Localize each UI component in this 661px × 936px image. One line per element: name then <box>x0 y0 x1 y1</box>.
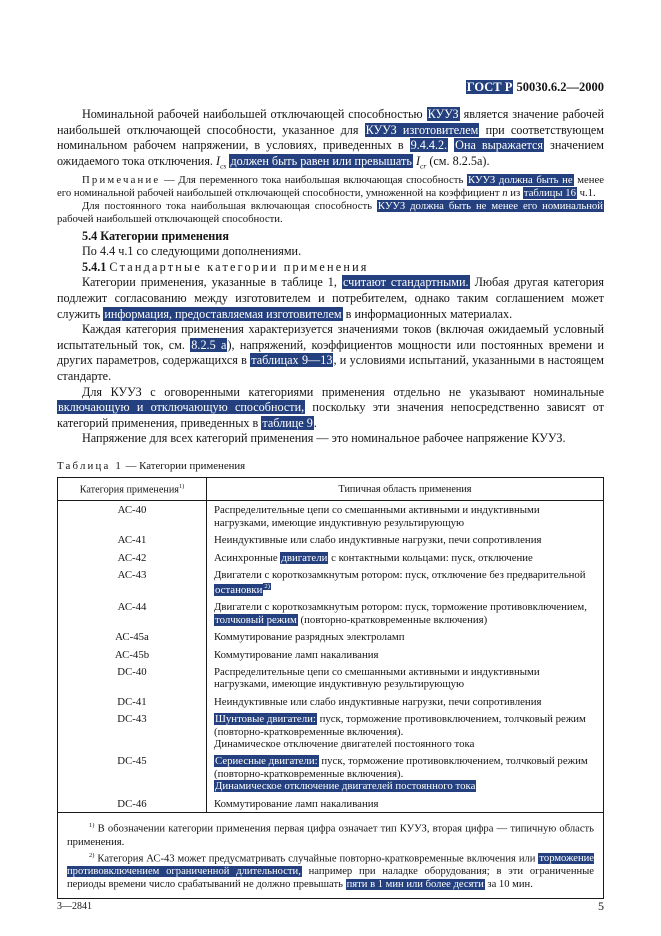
text-segment: Коммутирование разрядных электроламп <box>214 631 405 644</box>
text-segment: По 4.4 ч.1 со следующими дополнениями. <box>82 244 302 259</box>
footnote <box>67 819 594 849</box>
text-segment: Неиндуктивные или слабо индуктивные нагрузки, печи сопротивления <box>214 534 542 547</box>
paragraph <box>57 107 604 174</box>
highlighted-text: 8.2.5 а <box>191 337 227 352</box>
text-segment: Категория применения <box>79 484 179 496</box>
table-row <box>58 628 604 645</box>
text-segment: из <box>507 187 523 200</box>
text-segment: значением ожидаемого тока отключения. <box>57 138 605 168</box>
text-segment: Динамическое отключение двигателей постоянного тока <box>214 738 475 751</box>
text-segment: (см. 8.2.5а). <box>426 153 490 168</box>
highlighted-text: КУУЗ <box>427 107 459 121</box>
text-segment: ч.1. <box>576 187 596 200</box>
doc-number <box>57 80 604 95</box>
description-cell <box>207 795 604 813</box>
table-row <box>58 501 604 531</box>
text-segment: 1) <box>89 822 95 830</box>
paragraph <box>57 322 604 384</box>
paragraph <box>57 174 604 200</box>
highlighted-text: ГОСТ Р <box>466 80 513 94</box>
category-cell: DC-46 <box>58 795 207 813</box>
description-cell <box>207 693 604 710</box>
text-segment: Каждая категория применения характеризуется значениями токов (включая ожидаемый условный испытательный ток, см. <box>57 322 604 352</box>
highlighted-text: КУУЗ изготовителем <box>365 122 479 137</box>
print-signature: 3—2841 <box>57 901 92 912</box>
text-segment: менее его номинальной рабочей наибольшей отключающей способности, умноженной на коэффициент <box>57 173 604 200</box>
page-number: 5 <box>598 899 604 913</box>
highlighted-text: считают стандартными. <box>342 275 469 290</box>
text-segment: Двигатели с короткозамкнутым ротором: пуск, отключение без предварительной <box>214 568 586 581</box>
paragraph <box>57 200 604 226</box>
description-cell <box>207 598 604 628</box>
text-segment: пуск, торможение противовключением, толчковый режим (повторно-кратковременные включения). <box>214 755 588 780</box>
text-segment: при соответствующем номинальном рабочем напряжении, в условиях, приведенных в <box>57 122 604 153</box>
text-segment: Для КУУЗ с оговоренными категориями применения отдельно не указывают номинальные <box>82 384 604 399</box>
text-segment: например при наладке оборудования; в эти ограниченные периоды времени число срабатываний не должно превышать <box>67 866 594 891</box>
description-cell <box>207 646 604 663</box>
text-segment: 5.4 Категории применения <box>82 228 229 243</box>
table-row <box>58 795 604 813</box>
highlighted-text: таблицах 9—13 <box>251 353 333 368</box>
table-row <box>58 646 604 663</box>
paragraph <box>57 385 604 432</box>
table-row <box>58 663 604 693</box>
highlighted-text: включающую и отключающую способности, <box>58 400 305 415</box>
text-segment: Распределительные цепи со смешанными активными и индуктивными нагрузками, имеющие индуктивную результирующую <box>214 504 540 529</box>
text-segment: n <box>502 187 508 200</box>
description-cell <box>207 531 604 548</box>
highlighted-text: КУУЗ должна быть не менее его номинальной <box>377 200 603 213</box>
highlighted-text: должен быть равен или превышать <box>230 153 412 168</box>
text-segment: Стандартные категории применения <box>109 259 369 274</box>
highlighted-text: толчковый режим <box>215 613 297 626</box>
category-cell: АС-42 <box>58 549 207 566</box>
highlighted-text: двигатели <box>281 551 328 564</box>
text-segment: является значение рабочей наибольшей отключающей способности, указанное для <box>57 107 604 137</box>
text-segment: cr <box>420 161 427 171</box>
category-cell: DC-43 <box>58 710 207 752</box>
highlighted-text: Шунтовые двигатели: <box>215 713 316 726</box>
text-segment: Коммутирование ламп накаливания <box>214 648 379 661</box>
text-segment: Асинхронные <box>214 551 281 564</box>
paragraph <box>57 260 604 276</box>
highlighted-text: таблицы 16 <box>523 187 576 200</box>
text-segment: с контактными кольцами: пуск, отключение <box>328 551 533 564</box>
text-segment: Типичная область применения <box>338 483 472 495</box>
text-segment: I <box>415 153 420 168</box>
section-heading <box>57 229 604 245</box>
text-segment: Категории применения, указанные в таблице 1, <box>82 275 342 290</box>
category-cell: АС-45a <box>58 628 207 645</box>
category-cell: АС-41 <box>58 531 207 548</box>
highlighted-text: пяти в 1 мин или более десяти <box>346 879 484 891</box>
text-segment: Для постоянного тока наибольшая включающая способность <box>82 200 377 213</box>
text-segment: 50030.6.2—2000 <box>513 80 604 94</box>
category-cell: АС-40 <box>58 501 207 531</box>
table-row <box>58 549 604 566</box>
highlighted-text: торможение противовключением ограниченной длительности, <box>67 853 594 878</box>
text-segment: Распределительные цепи со смешанными активными и индуктивными нагрузками, имеющие индуктивную результирующую <box>214 665 540 691</box>
category-cell: DC-45 <box>58 752 207 794</box>
paragraph <box>57 244 604 260</box>
description-cell <box>207 549 604 566</box>
category-cell: DC-41 <box>58 693 207 710</box>
column-header-category <box>58 477 207 500</box>
text-segment: Таблица 1 <box>57 459 123 472</box>
highlighted-text: информация, предоставляемая изготовителем <box>104 306 342 321</box>
table-row <box>58 566 604 598</box>
column-header-typical-area <box>207 477 604 500</box>
text-segment: 5.4.1 <box>82 259 110 274</box>
category-cell: DC-40 <box>58 663 207 693</box>
footnote <box>67 849 594 892</box>
category-cell: АС-44 <box>58 598 207 628</box>
text-segment: 1) <box>178 482 185 490</box>
description-cell <box>207 663 604 693</box>
text-segment: — Для переменного тока наибольшая включающая способность <box>160 173 467 186</box>
table-row <box>58 693 604 710</box>
text-segment: в информационных материалах. <box>342 306 513 321</box>
description-cell <box>207 752 604 794</box>
text-segment: пуск, торможение противовключением, толчковый режим (повторно-кратковременные включения). <box>214 713 586 738</box>
highlighted-text: 9.4.4.2. <box>410 138 448 153</box>
table-row <box>58 752 604 794</box>
page-content <box>57 80 604 899</box>
text-segment: 2) <box>89 851 95 859</box>
paragraph <box>57 431 604 447</box>
text-segment: Коммутирование ламп накаливания <box>214 797 379 810</box>
footnotes-cell <box>58 813 604 899</box>
text-segment: рабочей наибольшей отключающей способности. <box>57 213 283 226</box>
highlighted-text: Она выражается <box>455 138 544 153</box>
description-cell <box>207 628 604 645</box>
body-text <box>57 107 604 447</box>
description-cell <box>207 710 604 752</box>
text-segment: cs <box>220 161 227 171</box>
text-segment: (повторно-кратковременные включения) <box>297 613 488 626</box>
table-row <box>58 598 604 628</box>
text-segment: Неиндуктивные или слабо индуктивные нагрузки, печи сопротивления <box>214 695 542 708</box>
table-row <box>58 710 604 752</box>
text-segment: Категория АС-43 может предусматривать случайные повторно-кратковременные включения или <box>94 853 539 865</box>
application-categories-table <box>57 477 604 899</box>
table-caption <box>57 460 604 472</box>
text-segment: Примечание <box>82 173 161 186</box>
description-cell <box>207 566 604 598</box>
description-cell <box>207 501 604 531</box>
text-segment: поскольку эти значения непосредственно зависят от категорий применения, приведенных в <box>57 400 604 430</box>
highlighted-text: Динамическое отключение двигателей постоянного тока <box>215 780 476 793</box>
paragraph <box>57 275 604 322</box>
table-row <box>58 531 604 548</box>
text-segment: В обозначении категории применения первая цифра означает тип КУУЗ, вторая цифра — типичную область применения. <box>67 823 594 848</box>
highlighted-text: 2) <box>264 583 270 591</box>
text-segment: . <box>313 415 317 430</box>
text-segment: Любая другая категория подлежит согласованию между изготовителем и потребителем, однако таким соглашением может служить <box>57 275 604 321</box>
text-segment: Напряжение для всех категорий применения — это номинальное рабочее напряжение КУУЗ. <box>82 431 566 446</box>
footnotes-row <box>58 813 604 899</box>
text-segment: , и условиями испытаний, указанными в настоящем стандарте. <box>57 353 605 383</box>
text-segment: I <box>216 153 221 168</box>
table-header-row <box>58 477 604 500</box>
category-cell: АС-43 <box>58 566 207 598</box>
text-segment: за 10 мин. <box>484 879 533 891</box>
highlighted-text: таблице 9 <box>262 415 313 430</box>
text-segment: Двигатели с короткозамкнутым ротором: пуск, торможение противовключением, <box>214 601 587 614</box>
highlighted-text: Сериесные двигатели: <box>215 755 318 768</box>
text-segment: Номинальной рабочей наибольшей отключающей способностью <box>82 107 427 121</box>
category-cell: АС-45b <box>58 646 207 663</box>
text-segment: — Категории применения <box>122 459 246 472</box>
text-segment: ), напряжений, коэффициентов мощности или постоянных времени и других параметров, содержащихся в <box>57 337 604 368</box>
highlighted-text: остановки <box>215 583 263 596</box>
highlighted-text: КУУЗ должна быть не <box>467 173 573 186</box>
